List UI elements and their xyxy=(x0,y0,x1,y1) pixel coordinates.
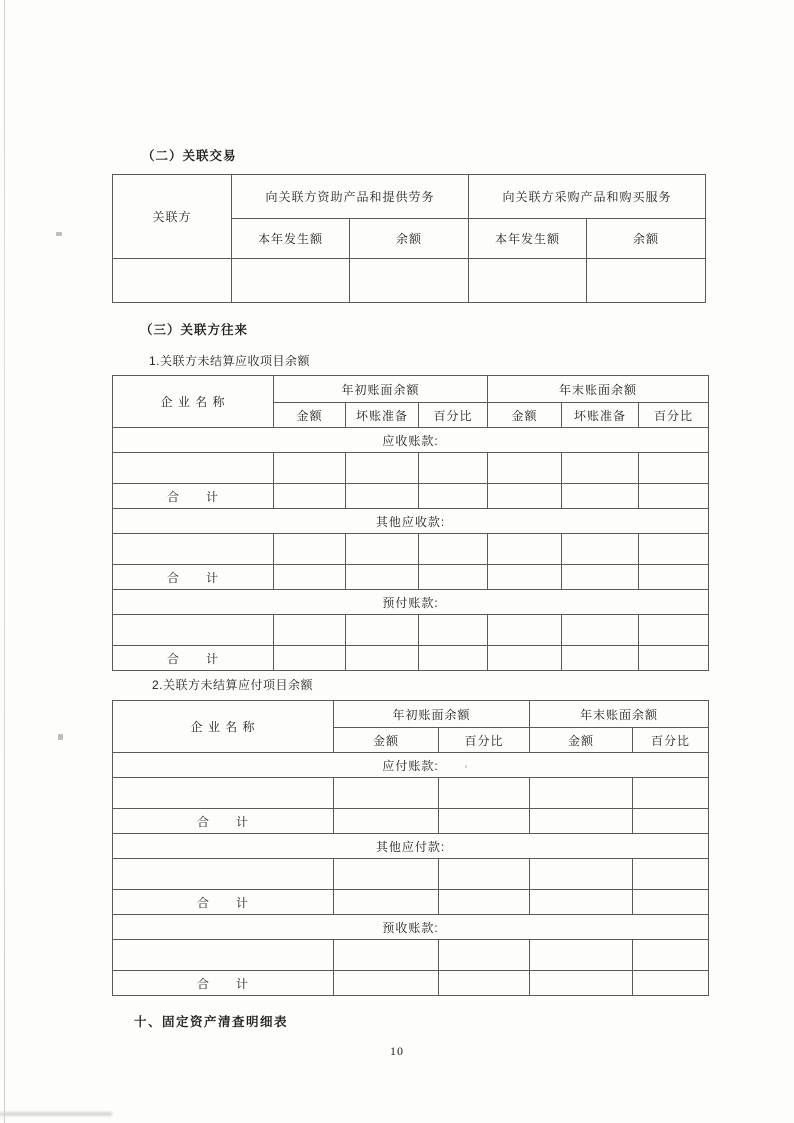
receivable-balances-table xyxy=(112,375,709,671)
total-row-label: 合 计 xyxy=(113,646,274,671)
empty-cell xyxy=(562,565,639,590)
related-transactions-table xyxy=(112,174,706,303)
empty-cell xyxy=(274,565,346,590)
empty-cell xyxy=(488,565,562,590)
section-row-accounts-receivable: 应收账款: xyxy=(113,428,709,453)
empty-cell xyxy=(488,534,562,565)
section-row-advances-received: 预收账款: xyxy=(113,915,709,940)
section-row-accounts-payable: 应付账款: xyxy=(113,753,709,778)
section-heading-fixed-assets: 十、固定资产清查明细表 xyxy=(134,1015,289,1029)
empty-cell xyxy=(587,259,706,303)
empty-cell xyxy=(439,809,530,834)
empty-cell xyxy=(334,859,439,890)
header-cell-balance: 余额 xyxy=(350,219,469,259)
empty-cell xyxy=(439,778,530,809)
total-row-label: 合 计 xyxy=(113,565,274,590)
scan-speck xyxy=(56,232,62,236)
empty-cell xyxy=(274,615,346,646)
header-cell-buy-group: 向关联方采购产品和购买服务 xyxy=(469,175,706,219)
payable-balances-table xyxy=(112,700,709,996)
scan-smudge xyxy=(0,1112,112,1116)
empty-cell xyxy=(419,646,488,671)
header-cell-amount: 金额 xyxy=(274,403,346,428)
empty-cell xyxy=(346,565,419,590)
empty-cell xyxy=(346,534,419,565)
empty-cell xyxy=(562,646,639,671)
empty-cell xyxy=(562,534,639,565)
section-heading-related-transactions: （二）关联交易 xyxy=(142,149,237,163)
section-row-prepayments: 预付账款: xyxy=(113,590,709,615)
empty-cell xyxy=(419,615,488,646)
total-row-label: 合 计 xyxy=(113,809,334,834)
header-cell-percent: 百分比 xyxy=(439,728,530,753)
empty-cell xyxy=(488,484,562,509)
empty-cell xyxy=(488,646,562,671)
empty-cell xyxy=(334,778,439,809)
empty-cell xyxy=(439,971,530,996)
empty-cell xyxy=(639,534,709,565)
empty-cell xyxy=(562,453,639,484)
section-row-other-receivables: 其他应收款: xyxy=(113,509,709,534)
empty-cell xyxy=(639,453,709,484)
empty-cell xyxy=(439,890,530,915)
empty-cell xyxy=(639,615,709,646)
empty-cell xyxy=(350,259,469,303)
header-cell-percent: 百分比 xyxy=(419,403,488,428)
empty-cell xyxy=(488,615,562,646)
empty-cell xyxy=(113,259,232,303)
empty-cell xyxy=(274,453,346,484)
empty-cell xyxy=(469,259,587,303)
header-cell-amount: 金额 xyxy=(488,403,562,428)
header-cell-party: 关联方 xyxy=(113,175,232,259)
empty-cell xyxy=(334,809,439,834)
header-cell-balance: 余额 xyxy=(587,219,706,259)
empty-cell xyxy=(633,859,709,890)
empty-cell xyxy=(232,259,350,303)
empty-cell xyxy=(346,453,419,484)
header-cell-amount: 金额 xyxy=(530,728,633,753)
empty-cell xyxy=(346,646,419,671)
empty-cell xyxy=(439,940,530,971)
header-cell-year-amount: 本年发生额 xyxy=(232,219,350,259)
header-cell-company: 企 业 名 称 xyxy=(113,701,334,753)
empty-cell xyxy=(419,565,488,590)
empty-cell xyxy=(346,615,419,646)
empty-cell xyxy=(113,534,274,565)
empty-cell xyxy=(113,778,334,809)
empty-cell xyxy=(562,484,639,509)
empty-cell xyxy=(530,940,633,971)
empty-cell xyxy=(113,615,274,646)
empty-cell xyxy=(633,809,709,834)
empty-cell xyxy=(419,484,488,509)
header-cell-year-amount: 本年发生额 xyxy=(469,219,587,259)
empty-cell xyxy=(639,484,709,509)
section-row-other-payables: 其他应付款: xyxy=(113,834,709,859)
total-row-label: 合 计 xyxy=(113,484,274,509)
empty-cell xyxy=(274,646,346,671)
empty-cell xyxy=(530,971,633,996)
header-cell-end-group: 年末账面余额 xyxy=(488,376,709,403)
empty-cell xyxy=(488,453,562,484)
empty-cell xyxy=(530,890,633,915)
empty-cell xyxy=(113,453,274,484)
header-cell-bad-debt: 坏账准备 xyxy=(346,403,419,428)
empty-cell xyxy=(274,484,346,509)
empty-cell xyxy=(346,484,419,509)
empty-cell xyxy=(633,890,709,915)
header-cell-end-group: 年末账面余额 xyxy=(530,701,709,728)
empty-cell xyxy=(530,778,633,809)
scan-edge-line xyxy=(4,0,5,1123)
page-number: 10 xyxy=(390,1044,404,1058)
empty-cell xyxy=(639,646,709,671)
empty-cell xyxy=(274,534,346,565)
header-cell-bad-debt: 坏账准备 xyxy=(562,403,639,428)
empty-cell xyxy=(639,565,709,590)
empty-cell xyxy=(334,940,439,971)
empty-cell xyxy=(633,778,709,809)
empty-cell xyxy=(633,940,709,971)
scan-speck xyxy=(58,734,63,740)
empty-cell xyxy=(439,859,530,890)
header-cell-percent: 百分比 xyxy=(639,403,709,428)
header-cell-begin-group: 年初账面余额 xyxy=(334,701,530,728)
empty-cell xyxy=(633,971,709,996)
header-cell-amount: 金额 xyxy=(334,728,439,753)
empty-cell xyxy=(530,859,633,890)
empty-cell xyxy=(113,859,334,890)
empty-cell xyxy=(419,534,488,565)
empty-cell xyxy=(334,971,439,996)
header-cell-company: 企 业 名 称 xyxy=(113,376,274,428)
header-cell-percent: 百分比 xyxy=(633,728,709,753)
subheading-payable: 2.关联方未结算应付项目余额 xyxy=(152,678,314,692)
empty-cell xyxy=(113,940,334,971)
header-cell-sell-group: 向关联方资助产品和提供劳务 xyxy=(232,175,469,219)
empty-cell xyxy=(562,615,639,646)
empty-cell xyxy=(334,890,439,915)
subheading-receivable: 1.关联方未结算应收项目余额 xyxy=(149,354,311,368)
empty-cell xyxy=(530,809,633,834)
empty-cell xyxy=(419,453,488,484)
total-row-label: 合 计 xyxy=(113,971,334,996)
section-heading-related-dealings: （三）关联方往来 xyxy=(140,323,249,337)
header-cell-begin-group: 年初账面余额 xyxy=(274,376,488,403)
total-row-label: 合 计 xyxy=(113,890,334,915)
